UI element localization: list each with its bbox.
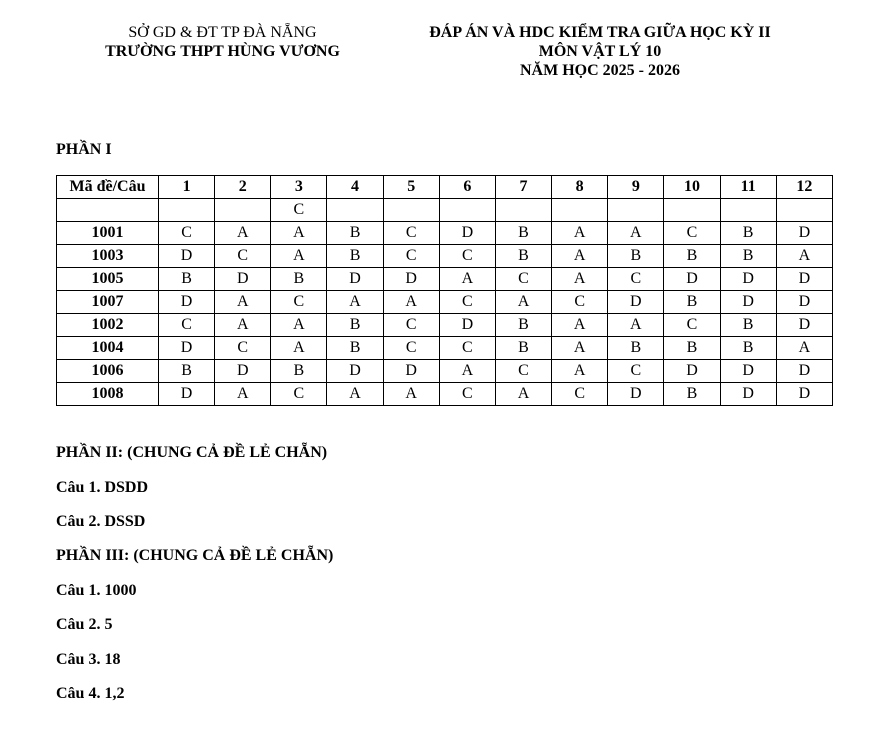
answer-cell: C	[495, 360, 551, 383]
answer-cell: C	[271, 291, 327, 314]
answer-cell: B	[720, 245, 776, 268]
answer-cell: A	[439, 268, 495, 291]
answer-cell: B	[495, 245, 551, 268]
answer-cell: B	[159, 268, 215, 291]
answer-cell: D	[383, 360, 439, 383]
answer-cell: D	[776, 291, 832, 314]
exam-code-cell: 1006	[57, 360, 159, 383]
answer-cell: B	[271, 268, 327, 291]
answer-cell: B	[664, 383, 720, 406]
answer-cell: A	[776, 337, 832, 360]
exam-code-cell: 1004	[57, 337, 159, 360]
exam-code-cell: 1008	[57, 383, 159, 406]
part2-item: Câu 2. DSSD	[56, 513, 146, 530]
table-row	[57, 245, 833, 268]
answer-cell: B	[664, 337, 720, 360]
answer-cell: C	[608, 360, 664, 383]
answer-cell: C	[439, 245, 495, 268]
table-header-row	[57, 176, 833, 199]
part3-item: Câu 2. 5	[56, 616, 113, 633]
exam-code-cell: 1005	[57, 268, 159, 291]
answer-cell: D	[439, 314, 495, 337]
answer-cell: D	[776, 314, 832, 337]
answer-cell: C	[439, 383, 495, 406]
answer-cell: D	[327, 360, 383, 383]
answer-cell	[552, 199, 608, 222]
answer-cell: B	[608, 337, 664, 360]
answer-cell: D	[776, 268, 832, 291]
table-row	[57, 360, 833, 383]
exam-code-cell: 1002	[57, 314, 159, 337]
answer-cell: C	[552, 383, 608, 406]
answer-cell: D	[159, 245, 215, 268]
column-header: 2	[215, 176, 271, 199]
answer-cell: C	[383, 314, 439, 337]
answer-cell: C	[383, 245, 439, 268]
answer-cell: C	[439, 337, 495, 360]
answer-cell	[439, 199, 495, 222]
exam-code-cell	[57, 199, 159, 222]
answer-cell: B	[159, 360, 215, 383]
answer-cell: D	[776, 383, 832, 406]
answer-cell	[608, 199, 664, 222]
answer-cell: A	[776, 245, 832, 268]
answer-cell: C	[664, 314, 720, 337]
school-header	[60, 23, 385, 61]
table-row	[57, 383, 833, 406]
answer-cell: A	[608, 222, 664, 245]
answer-cell: B	[664, 291, 720, 314]
answer-cell	[383, 199, 439, 222]
answer-cell: B	[720, 222, 776, 245]
answer-cell: A	[215, 291, 271, 314]
column-header: 6	[439, 176, 495, 199]
answer-cell: A	[271, 314, 327, 337]
answer-cell	[215, 199, 271, 222]
document-title-block	[390, 23, 810, 80]
table-row	[57, 291, 833, 314]
answer-cell: A	[215, 222, 271, 245]
answer-cell: D	[720, 383, 776, 406]
answer-cell: D	[439, 222, 495, 245]
part3-title: PHẦN III: (CHUNG CẢ ĐỀ LẺ CHẴN)	[56, 547, 334, 564]
answer-cell: A	[552, 337, 608, 360]
answer-cell: C	[383, 337, 439, 360]
column-header: 12	[776, 176, 832, 199]
answer-cell: A	[552, 222, 608, 245]
answer-cell: D	[215, 268, 271, 291]
answer-cell: A	[215, 383, 271, 406]
answer-cell: D	[383, 268, 439, 291]
answer-cell: B	[495, 337, 551, 360]
answer-cell	[776, 199, 832, 222]
answer-cell: A	[608, 314, 664, 337]
exam-code-cell: 1003	[57, 245, 159, 268]
answer-cell: B	[327, 222, 383, 245]
answer-cell: D	[215, 360, 271, 383]
answer-cell: D	[608, 383, 664, 406]
answer-cell: A	[495, 383, 551, 406]
answer-cell: A	[552, 268, 608, 291]
answer-cell: B	[608, 245, 664, 268]
column-header: 10	[664, 176, 720, 199]
answer-cell: A	[383, 383, 439, 406]
column-header: 7	[495, 176, 551, 199]
answer-cell: D	[159, 337, 215, 360]
answer-cell	[159, 199, 215, 222]
answer-cell: D	[159, 383, 215, 406]
table-row	[57, 268, 833, 291]
column-header: 3	[271, 176, 327, 199]
answer-cell: D	[776, 360, 832, 383]
part2-item: Câu 1. DSDD	[56, 479, 149, 496]
answer-cell: B	[495, 314, 551, 337]
column-header: 9	[608, 176, 664, 199]
answer-cell: A	[439, 360, 495, 383]
answer-cell: A	[215, 314, 271, 337]
answer-cell: B	[720, 314, 776, 337]
answer-cell: A	[383, 291, 439, 314]
answer-cell: A	[552, 245, 608, 268]
answer-cell: B	[664, 245, 720, 268]
answer-cell: B	[495, 222, 551, 245]
answer-cell: C	[215, 245, 271, 268]
answer-cell: D	[327, 268, 383, 291]
answer-cell	[664, 199, 720, 222]
exam-code-cell: 1001	[57, 222, 159, 245]
answer-cell: A	[327, 291, 383, 314]
table-row	[57, 199, 833, 222]
part3-item: Câu 1. 1000	[56, 582, 137, 599]
column-header: 1	[159, 176, 215, 199]
column-header: 11	[720, 176, 776, 199]
answer-cell	[327, 199, 383, 222]
table-row	[57, 314, 833, 337]
part3-item: Câu 4. 1,2	[56, 685, 125, 702]
column-header: 4	[327, 176, 383, 199]
column-header: 5	[383, 176, 439, 199]
answer-cell: C	[383, 222, 439, 245]
school-name: TRƯỜNG THPT HÙNG VƯƠNG	[105, 43, 340, 60]
school-year: NĂM HỌC 2025 - 2026	[520, 62, 680, 79]
department-name: SỞ GD & ĐT TP ĐÀ NẴNG	[128, 24, 317, 41]
answer-cell: C	[271, 383, 327, 406]
answer-cell	[495, 199, 551, 222]
answer-cell: A	[271, 245, 327, 268]
exam-code-cell: 1007	[57, 291, 159, 314]
answer-cell: A	[271, 337, 327, 360]
table-row	[57, 337, 833, 360]
answer-cell: A	[271, 222, 327, 245]
answer-cell: B	[327, 245, 383, 268]
answer-cell: A	[327, 383, 383, 406]
answer-cell: B	[327, 337, 383, 360]
answer-cell: C	[608, 268, 664, 291]
answer-cell: B	[720, 337, 776, 360]
answer-cell: A	[495, 291, 551, 314]
answer-cell: D	[720, 268, 776, 291]
answer-cell: C	[159, 314, 215, 337]
answer-cell: C	[215, 337, 271, 360]
answer-cell: D	[664, 268, 720, 291]
answer-table	[56, 175, 833, 406]
subject-name: MÔN VẬT LÝ 10	[538, 43, 662, 60]
table-row	[57, 222, 833, 245]
answer-cell: D	[159, 291, 215, 314]
answer-cell: C	[495, 268, 551, 291]
part2-title: PHẦN II: (CHUNG CẢ ĐỀ LẺ CHẴN)	[56, 444, 328, 461]
answer-cell	[720, 199, 776, 222]
document-title: ĐÁP ÁN VÀ HDC KIỂM TRA GIỮA HỌC KỲ II	[429, 24, 771, 41]
part3-item: Câu 3. 18	[56, 651, 121, 668]
part1-title: PHẦN I	[56, 141, 112, 158]
answer-cell: B	[327, 314, 383, 337]
answer-cell: C	[271, 199, 327, 222]
answer-cell: D	[776, 222, 832, 245]
answer-cell: D	[608, 291, 664, 314]
answer-cell: C	[159, 222, 215, 245]
column-header: 8	[552, 176, 608, 199]
column-header-code: Mã đề/Câu	[57, 176, 159, 199]
answer-cell: C	[664, 222, 720, 245]
answer-cell: A	[552, 360, 608, 383]
answer-cell: D	[720, 360, 776, 383]
answer-cell: D	[720, 291, 776, 314]
answer-cell: C	[552, 291, 608, 314]
answer-cell: D	[664, 360, 720, 383]
answer-table-body	[57, 199, 833, 406]
answer-cell: B	[271, 360, 327, 383]
answer-cell: C	[439, 291, 495, 314]
answer-cell: A	[552, 314, 608, 337]
